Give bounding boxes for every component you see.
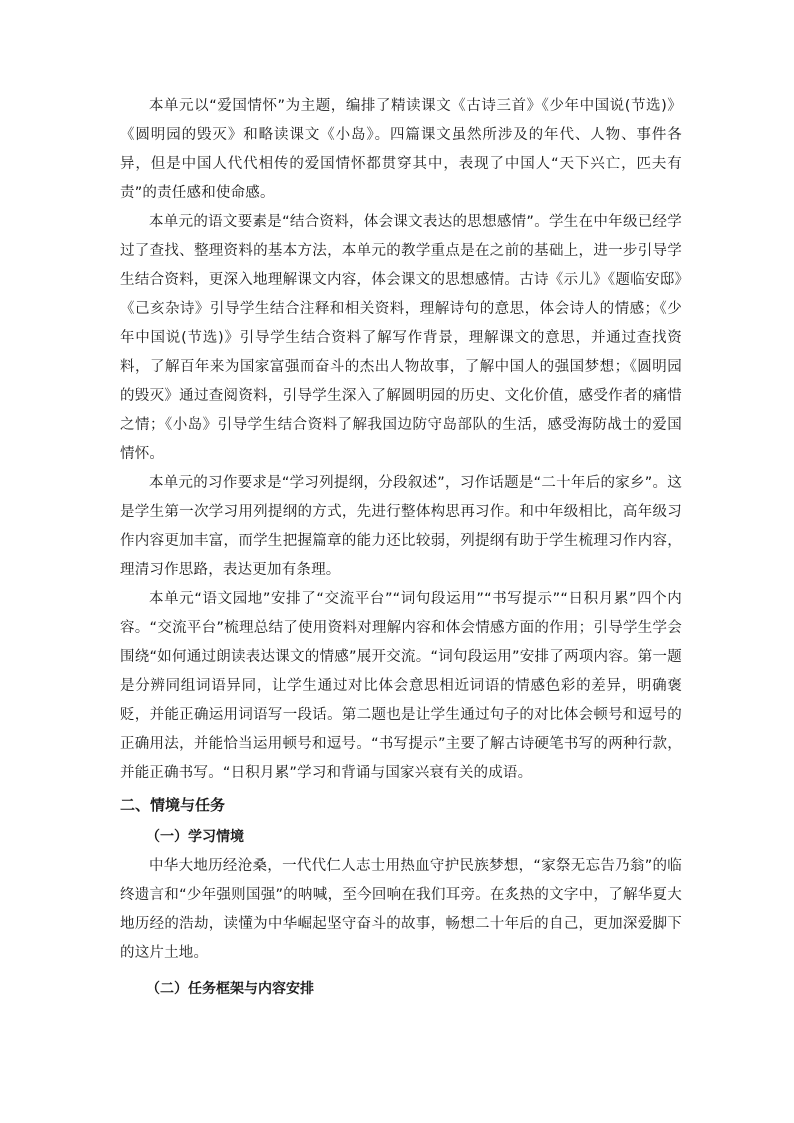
subsection-heading-task-framework: （二）任务框架与内容安排 (146, 981, 314, 997)
subsection-heading-learning-context: （一）学习情境 (146, 829, 244, 845)
section-heading-context-tasks: 二、情境与任务 (120, 796, 226, 814)
paragraph-theme: 本单元以“爱国情怀”为主题，编排了精读课文《古诗三首》《少年中国说(节选)》《圆明园的毁灭》和略读课文《小岛》。四篇课文虽然所涉及的年代、人物、事件各异，但是中国人代代相传的爱国情怀都贯穿其中，表现了中国人“天下兴亡，匹夫有责”的责任感和使命感。 (120, 98, 682, 201)
paragraph-learning-context: 中华大地历经沧桑，一代代仁人志士用热血守护民族梦想，“家祭无忘告乃翁”的临终遗言和“少年强则国强”的呐喊，至今回响在我们耳旁。在炙热的文字中，了解华夏大地历经的浩劫，读懂为中华崛起坚守奋斗的故事，畅想二十年后的自己，更加深爱脚下的这片土地。 (120, 858, 682, 961)
paragraph-writing-requirements: 本单元的习作要求是“学习列提纲，分段叙述”，习作话题是“二十年后的家乡”。这是学生第一次学习用列提纲的方式，先进行整体构思再习作。和中年级相比，高年级习作内容更加丰富，而学生把握篇章的能力还比较弱，列提纲有助于学生梳理习作内容，理清习作思路，表达更加有条理。 (120, 475, 682, 578)
paragraph-language-elements: 本单元的语文要素是“结合资料，体会课文表达的思想感情”。学生在中年级已经学过了查找、整理资料的基本方法，本单元的教学重点是在之前的基础上，进一步引导学生结合资料，更深入地理解课文内容，体会课文的思想感情。古诗《示儿》《题临安邸》《己亥杂诗》引导学生结合注释和相关资料，理解诗句的意思，体会诗人的情感；《少年中国说(节选)》引导学生结合资料了解写作背景，理解课文的意思，并通过查找资料，了解百年来为国家富强而奋斗的杰出人物故事，了解中国人的强国梦想；《圆明园的毁灭》通过查阅资料，引导学生深入了解圆明园的历史、文化价值，感受作者的痛惜之情；《小岛》引导学生结合资料了解我国边防守岛部队的生活，感受海防战士的爱国情怀。 (120, 214, 682, 462)
document-page (120, 92, 682, 1004)
paragraph-language-garden: 本单元“语文园地”安排了“交流平台”“词句段运用”“书写提示”“日积月累”四个内容。“交流平台”梳理总结了使用资料对理解内容和体会情感方面的作用；引导学生学会围绕“如何通过朗读表达课文的情感”展开交流。“词句段运用”安排了两项内容。第一题是分辨同组词语异同，让学生通过对比体会意思相近词语的情感色彩的差异，明确褒贬，并能正确运用词语写一段话。第二题也是让学生通过句子的对比体会顿号和逗号的正确用法，并能恰当运用顿号和逗号。“书写提示”主要了解古诗硬笔书写的两种行款，并能正确书写。“日积月累”学习和背诵与国家兴衰有关的成语。 (120, 591, 682, 781)
